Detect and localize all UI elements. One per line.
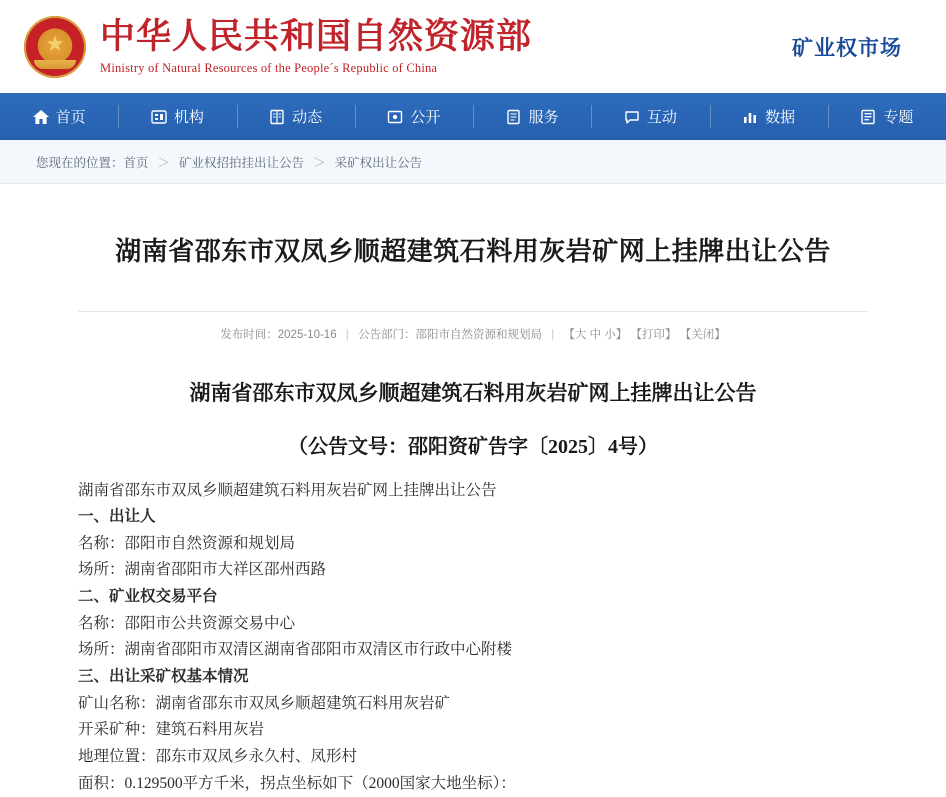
article-paragraph: 地理位置：邵东市双凤乡永久村、凤形村: [78, 744, 868, 771]
nav-item-open[interactable]: [355, 93, 473, 140]
publish-time-value: 2025-10-16: [278, 329, 337, 341]
article-container: [0, 184, 946, 797]
article-paragraph: 一、出让人: [78, 504, 868, 531]
chat-icon: [624, 109, 640, 125]
department-label: 公告部门：: [358, 329, 416, 341]
nav-item-label: 数据: [765, 106, 795, 127]
topic-icon: [860, 109, 876, 125]
header-section-label: 矿业权市场: [792, 32, 922, 62]
breadcrumb-separator-icon: ＞: [313, 153, 326, 171]
article-paragraph: 名称：邵阳市自然资源和规划局: [78, 531, 868, 558]
article-paragraph: 矿山名称：湖南省邵东市双凤乡顺超建筑石料用灰岩矿: [78, 691, 868, 718]
site-title-en: Ministry of Natural Resources of the People´s Republic of China: [100, 61, 532, 76]
service-icon: [506, 109, 522, 125]
home-icon: [33, 109, 49, 125]
font-size-large-button[interactable]: 【大: [563, 329, 586, 341]
nav-item-service[interactable]: [473, 93, 591, 140]
article-paragraph: 开采矿种：建筑石料用灰岩: [78, 717, 868, 744]
article-paragraph: 面积：0.129500平方千米，拐点坐标如下（2000国家大地坐标）：: [78, 771, 868, 797]
article-paragraph: 名称：邵阳市公共资源交易中心: [78, 611, 868, 638]
nav-item-label: 首页: [56, 106, 86, 127]
nav-item-label: 公开: [410, 106, 440, 127]
site-header: [0, 0, 946, 93]
news-icon: [269, 109, 285, 125]
nav-item-topic[interactable]: [828, 93, 946, 140]
nav-item-org[interactable]: [118, 93, 236, 140]
font-size-medium-button[interactable]: 中: [590, 329, 602, 341]
article-body-subtitle: （公告文号：邵阳资矿告字〔2025〕4号）: [78, 410, 868, 478]
article-paragraph: 湖南省邵东市双凤乡顺超建筑石料用灰岩矿网上挂牌出让公告: [78, 478, 868, 505]
article-paragraph: 二、矿业权交易平台: [78, 584, 868, 611]
meta-divider: |: [346, 329, 349, 341]
breadcrumb-prefix: 您现在的位置：: [36, 153, 124, 171]
article-body: [78, 478, 868, 797]
nav-item-label: 机构: [174, 106, 204, 127]
page-title: 湖南省邵东市双凤乡顺超建筑石料用灰岩矿网上挂牌出让公告: [78, 184, 868, 311]
article-paragraph: 三、出让采矿权基本情况: [78, 664, 868, 691]
meta-divider: |: [551, 329, 554, 341]
national-emblem-icon: [24, 16, 86, 78]
nav-item-interaction[interactable]: [591, 93, 709, 140]
open-icon: [387, 109, 403, 125]
nav-item-home[interactable]: [0, 93, 118, 140]
main-navigation: [0, 93, 946, 140]
breadcrumb-item-home[interactable]: 首页: [124, 153, 149, 171]
article-meta: [78, 311, 868, 352]
article-paragraph: 场所：湖南省邵阳市大祥区邵州西路: [78, 557, 868, 584]
department-value: 邵阳市自然资源和规划局: [416, 329, 543, 341]
close-button[interactable]: 【关闭】: [680, 329, 726, 341]
publish-time-label: 发布时间：: [220, 329, 278, 341]
font-size-small-button[interactable]: 小】: [604, 329, 627, 341]
article-body-title: 湖南省邵东市双凤乡顺超建筑石料用灰岩矿网上挂牌出让公告: [78, 352, 868, 410]
breadcrumb-separator-icon: ＞: [158, 153, 171, 171]
site-title-cn: 中华人民共和国自然资源部: [100, 17, 532, 57]
print-button[interactable]: 【打印】: [631, 329, 677, 341]
org-icon: [151, 109, 167, 125]
nav-item-data[interactable]: [710, 93, 828, 140]
breadcrumb: [0, 140, 946, 184]
nav-item-label: 服务: [529, 106, 559, 127]
nav-item-label: 互动: [647, 106, 677, 127]
breadcrumb-item-mining-rights[interactable]: 矿业权招拍挂出让公告: [179, 153, 304, 171]
chart-icon: [742, 109, 758, 125]
article-paragraph: 场所：湖南省邵阳市双清区湖南省邵阳市双清区市行政中心附楼: [78, 637, 868, 664]
nav-item-label: 动态: [292, 106, 322, 127]
nav-item-label: 专题: [883, 106, 913, 127]
site-title-block: [100, 17, 532, 76]
breadcrumb-item-current[interactable]: 采矿权出让公告: [335, 153, 423, 171]
nav-item-news[interactable]: [237, 93, 355, 140]
